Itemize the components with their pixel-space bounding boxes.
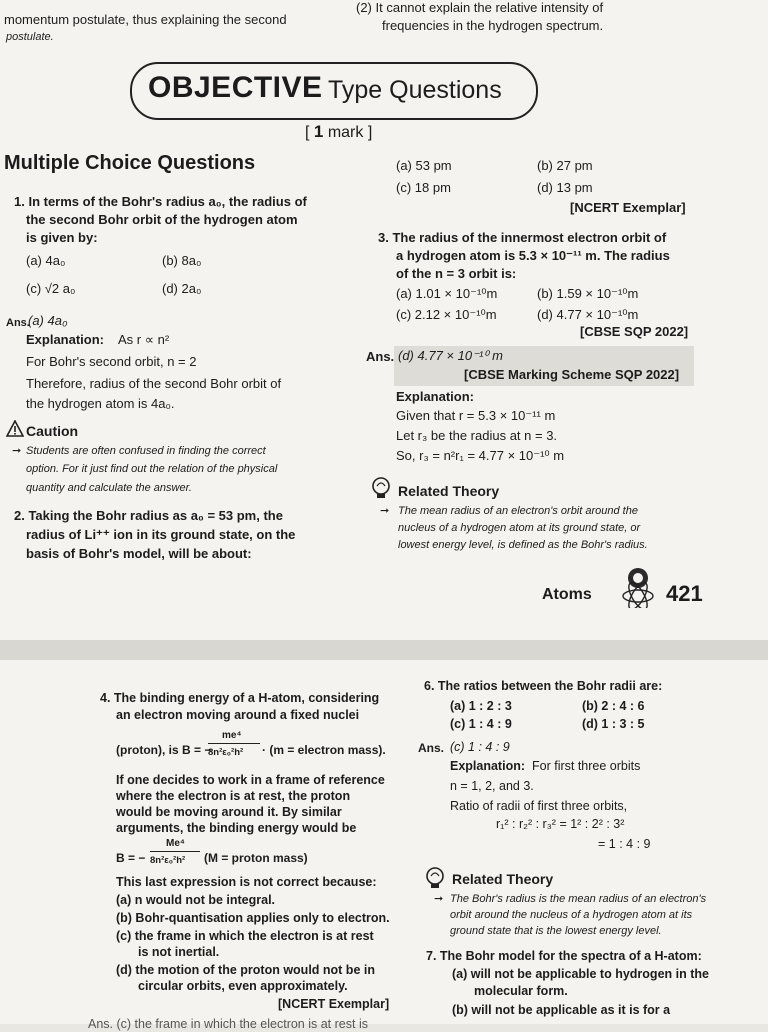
q6-option-b: (b) 2 : 4 : 6 [582,699,645,713]
related-theory-line: The mean radius of an electron's orbit around the [398,505,638,517]
q3-answer-source: [CBSE Marking Scheme SQP 2022] [464,367,680,382]
q2-option-d: (d) 13 pm [537,180,593,195]
q4-option-d: (d) the motion of the proton would not be in [116,963,375,977]
q7-option-a: (a) will not be applicable to hydrogen in the [452,967,709,981]
q6-explanation-text: For first three orbits [532,759,641,773]
q2-stem-line: 2. Taking the Bohr radius as a₀ = 53 pm, the [14,508,283,523]
objective-banner [130,62,538,120]
q3-explanation-line: So, r₃ = n²r₁ = 4.77 × 10⁻¹⁰ m [396,448,565,463]
intro-right-line: frequencies in the hydrogen spectrum. [382,18,604,33]
q6-option-a: (a) 1 : 2 : 3 [450,699,512,713]
q4-stem-line: an electron moving around a fixed nuclei [116,708,360,722]
intro-right-line: (2) It cannot explain the relative intensity of [356,0,604,15]
related-theory-line: ground state that is the lowest energy level. [450,925,662,937]
q3-answer: (d) 4.77 × 10⁻¹⁰ m [398,348,503,363]
q1-option-c: (c) √2 a₀ [26,281,76,296]
q3-stem-line: a hydrogen atom is 5.3 × 10⁻¹¹ m. The radius [396,248,670,263]
q3-option-a: (a) 1.01 × 10⁻¹⁰m [396,286,498,301]
q3-option-c: (c) 2.12 × 10⁻¹⁰m [396,307,497,322]
q4-formula1-tail: · (m = electron mass). [262,743,386,757]
atom-logo-icon [620,566,656,613]
q2-option-c: (c) 18 pm [396,180,451,195]
bullet-arrow: ➞ [380,505,390,517]
q4-formula2-denominator: 8n²ε₀²h² [150,855,186,866]
q4-source: [NCERT Exemplar] [278,997,390,1011]
q4-formula2-lead: B = − [116,851,146,865]
q4-paragraph-line: If one decides to work in a frame of reference [116,773,385,787]
caution-line: Students are often confused in finding the correct [26,445,266,457]
q2-source: [NCERT Exemplar] [570,200,686,215]
q3-stem-line: of the n = 3 orbit is: [396,266,517,281]
q1-option-a: (a) 4a₀ [26,253,66,268]
related-theory-line: lowest energy level, is defined as the Bohr's radius. [398,539,648,551]
q3-option-d: (d) 4.77 × 10⁻¹⁰m [537,307,639,322]
q3-explanation-line: Given that r = 5.3 × 10⁻¹¹ m [396,408,556,423]
q1-option-d: (d) 2a₀ [162,281,202,296]
bullet-arrow: ➞ [434,893,444,905]
q1-explanation-line: Therefore, radius of the second Bohr orbit of [26,376,282,391]
q4-question: This last expression is not correct because: [116,875,377,889]
q1-stem-line: 1. In terms of the Bohr's radius a₀, the radius of [14,194,307,209]
q2-stem-line: basis of Bohr's model, will be about: [26,546,252,561]
q6-explanation-line: = 1 : 4 : 9 [598,837,651,851]
q4-formula2-numerator: Me⁴ [166,838,185,849]
q3-source: [CBSE SQP 2022] [580,324,689,339]
q3-explanation-label: Explanation: [396,389,475,404]
q6-option-c: (c) 1 : 4 : 9 [450,717,512,731]
q4-answer-partial: Ans. (c) the frame in which the electron is at rest is [88,1017,368,1031]
q4-formula1-denominator: 8n²ε₀²h² [208,747,244,758]
q6-stem: 6. The ratios between the Bohr radii are: [424,679,663,693]
marks-word: mark ] [327,124,373,141]
q1-option-b: (b) 8a₀ [162,253,202,268]
page-number: 421 [666,581,703,606]
banner-bold-title: OBJECTIVE [148,71,323,104]
q6-explanation-line: Ratio of radii of first three orbits, [450,799,628,813]
q6-option-d: (d) 1 : 3 : 5 [582,717,645,731]
q1-stem-line: is given by: [26,230,98,245]
marks-label [305,122,372,142]
page-gap [0,640,768,660]
textbook-page-next [0,660,768,1031]
q1-explanation-line: the hydrogen atom is 4a₀. [26,396,175,411]
q3-option-b: (b) 1.59 × 10⁻¹⁰m [537,286,639,301]
q4-paragraph-line: would be moving around it. By similar [116,805,342,819]
related-theory-line: The Bohr's radius is the mean radius of an electron's [450,893,707,905]
q4-formula1-numerator: me⁴ [222,730,242,741]
q1-explanation-label: Explanation: [26,332,105,347]
q3-answer-label: Ans. [366,349,395,364]
caution-title: Caution [26,423,79,439]
q2-option-a: (a) 53 pm [396,158,452,173]
marks-number: 1 [313,122,324,141]
caution-line: option. For it just find out the relation of the physical [26,463,278,475]
related-theory-title: Related Theory [398,483,500,499]
q7-option-a-cont: molecular form. [474,984,568,998]
q4-formula2-tail: (M = proton mass) [204,851,308,865]
q2-stem-line: radius of Li⁺⁺ ion in its ground state, on the [26,527,296,542]
q7-option-b: (b) will not be applicable as it is for a [452,1003,671,1017]
banner-title: Type Questions [328,76,502,104]
related-theory-line: orbit around the nucleus of a hydrogen atom at its [450,909,693,921]
q4-paragraph-line: arguments, the binding energy would be [116,821,357,835]
q6-explanation-line: r₁² : r₂² : r₃² = 1² : 2² : 3² [496,817,625,831]
q7-stem: 7. The Bohr model for the spectra of a H-atom: [426,949,702,963]
q3-stem-line: 3. The radius of the innermost electron orbit of [378,230,667,245]
bulb-icon [370,476,392,505]
related-theory-title: Related Theory [452,871,554,887]
caution-icon [6,420,24,443]
q6-answer: (c) 1 : 4 : 9 [450,740,510,754]
fraction-bar [208,743,260,744]
fraction-bar [150,851,200,852]
q6-answer-label: Ans. [418,741,445,755]
q4-stem-line: 4. The binding energy of a H-atom, considering [100,691,380,705]
intro-line: momentum postulate, thus explaining the second [4,12,287,27]
q4-option-c-cont: is not inertial. [138,945,220,959]
q1-stem-line: the second Bohr orbit of the hydrogen atom [26,212,298,227]
q1-explanation-line: For Bohr's second orbit, n = 2 [26,354,197,369]
q4-option-b: (b) Bohr-quantisation applies only to electron. [116,911,390,925]
q6-explanation-label: Explanation: [450,759,526,773]
q4-paragraph-line: where the electron is at rest, the proton [116,789,351,803]
related-theory-line: nucleus of a hydrogen atom at its ground state, or [398,522,641,534]
q4-option-a: (a) n would not be integral. [116,893,276,907]
intro-line: postulate. [6,31,54,43]
bullet-arrow: ➞ [12,445,22,457]
q6-explanation-line: n = 1, 2, and 3. [450,779,534,793]
q4-option-d-cont: circular orbits, even approximately. [138,979,348,993]
q4-option-c: (c) the frame in which the electron is at rest [116,929,374,943]
section-heading: Multiple Choice Questions [4,152,256,174]
q1-answer: (a) 4a₀ [28,313,68,328]
q1-explanation-text: As r ∝ n² [118,332,170,347]
q2-option-b: (b) 27 pm [537,158,593,173]
chapter-name: Atoms [542,586,592,603]
q3-explanation-line: Let r₃ be the radius at n = 3. [396,428,558,443]
q1-answer-label: Ans. [6,317,30,329]
marks-open-bracket: [ [305,124,310,141]
caution-line: quantity and calculate the answer. [26,482,192,494]
q4-formula1-lead: (proton), is B = − [116,743,212,757]
